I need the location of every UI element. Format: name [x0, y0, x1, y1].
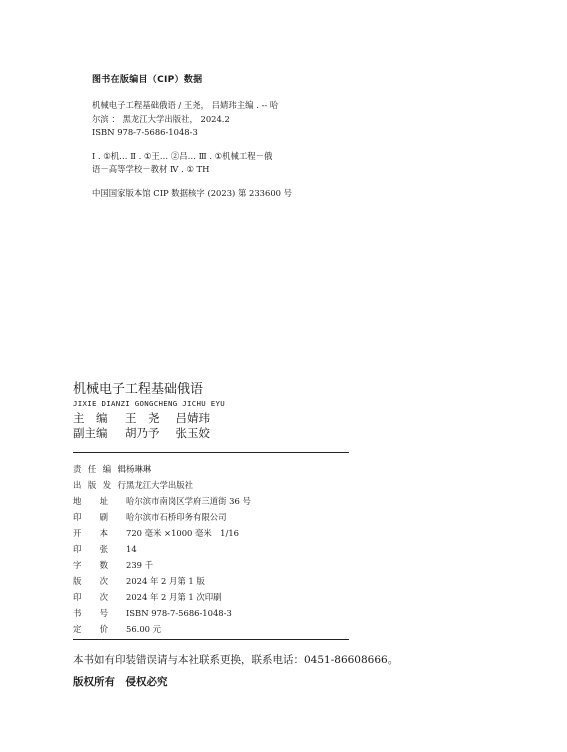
pub-label: [73, 525, 126, 541]
pub-value: 哈尔滨市石桥印务有限公司: [126, 512, 227, 522]
pub-label-text: 地址: [73, 496, 108, 506]
editor-role: 主 编: [73, 411, 108, 425]
cip-data-block: [73, 72, 473, 210]
pub-value: 哈尔滨市南岗区学府三道街 36 号: [126, 496, 251, 506]
pub-value: 239 千: [126, 560, 154, 570]
pub-label: [73, 621, 126, 637]
cip-bibliographic-entry: [73, 99, 473, 140]
pub-label: 责任编辑: [73, 464, 126, 474]
pub-label-text: 印张: [73, 544, 108, 554]
book-title-block: [73, 382, 353, 440]
editor-name: 张玉姣: [175, 425, 210, 440]
cip-line: 机械电子工程基础俄语 / 王尧， 吕婧玮主编 . -- 哈: [92, 100, 279, 110]
editor-name: 王 尧: [125, 411, 160, 425]
pub-value: 56.00 元: [126, 624, 162, 634]
editor-role: 副主编: [73, 425, 108, 440]
publication-details: [73, 461, 353, 637]
pub-value: ISBN 978-7-5686-1048-3: [126, 608, 232, 618]
pub-label: [73, 557, 126, 573]
pub-row: [73, 525, 353, 541]
associate-editor-row: [73, 426, 353, 441]
pub-label-text: 书号: [73, 608, 108, 618]
divider-bottom: [73, 639, 349, 640]
editor-name: 胡乃予: [125, 425, 160, 440]
pub-row: [73, 541, 353, 557]
cip-line: Ⅰ . ①机… Ⅱ . ①王… ②吕… Ⅲ . ①机械工程－俄: [92, 150, 273, 161]
pub-row: [73, 589, 353, 605]
divider-top: [73, 452, 349, 453]
pub-row: [73, 557, 353, 573]
pub-value: 杨琳琳: [126, 464, 152, 474]
pub-row: [73, 477, 353, 493]
pub-label-text: 字数: [73, 560, 108, 570]
pub-label-text: 开本: [73, 528, 108, 538]
pub-row: [73, 493, 353, 509]
pub-value: 黑龙江大学出版社: [126, 480, 193, 490]
pub-row: [73, 605, 353, 621]
pub-label: [73, 541, 126, 557]
book-title: 机械电子工程基础俄语: [73, 382, 204, 397]
cip-line: ISBN 978-7-5686-1048-3: [92, 127, 198, 137]
pub-label-text: 印刷: [73, 512, 108, 522]
pub-row: [73, 461, 353, 477]
pub-label-text: 版次: [73, 576, 108, 586]
cip-heading: 图书在版编目（CIP）数据: [92, 75, 203, 85]
cip-record-number: [73, 187, 473, 201]
chief-editor-row: [73, 411, 353, 426]
pub-value: 2024 年 2 月第 1 次印刷: [126, 592, 222, 602]
replacement-notice: 本书如有印装错误请与本社联系更换，联系电话：0451-86608666。: [73, 654, 399, 666]
pub-value: 14: [126, 544, 137, 554]
pub-row: [73, 621, 353, 637]
pub-value: 2024 年 2 月第 1 版: [126, 576, 205, 586]
pub-label: [73, 509, 126, 525]
pub-label: 出版发行: [73, 480, 126, 490]
pub-row: [73, 509, 353, 525]
copyright-notice: 版权所有 侵权必究: [73, 676, 168, 688]
pub-label: [73, 605, 126, 621]
editor-name: 吕婧玮: [175, 411, 210, 425]
cip-line: 尔滨 ： 黑龙江大学出版社， 2024.2: [92, 113, 230, 124]
pub-label-text: 定价: [73, 624, 108, 634]
pub-label-text: 印次: [73, 592, 108, 602]
pub-row: [73, 573, 353, 589]
pub-label: [73, 493, 126, 509]
cip-line: 语－高等学校－教材 Ⅳ . ① TH: [92, 164, 210, 174]
book-title-pinyin: JIXIE DIANZI GONGCHENG JICHU EYU: [73, 399, 225, 408]
pub-label: [73, 573, 126, 589]
pub-label: [73, 589, 126, 605]
cip-classification-entry: [73, 150, 473, 177]
pub-value: 720 毫米 ×1000 毫米 1/16: [126, 528, 239, 538]
cip-line: 中国国家版本馆 CIP 数据核字 (2023) 第 233600 号: [92, 187, 293, 198]
